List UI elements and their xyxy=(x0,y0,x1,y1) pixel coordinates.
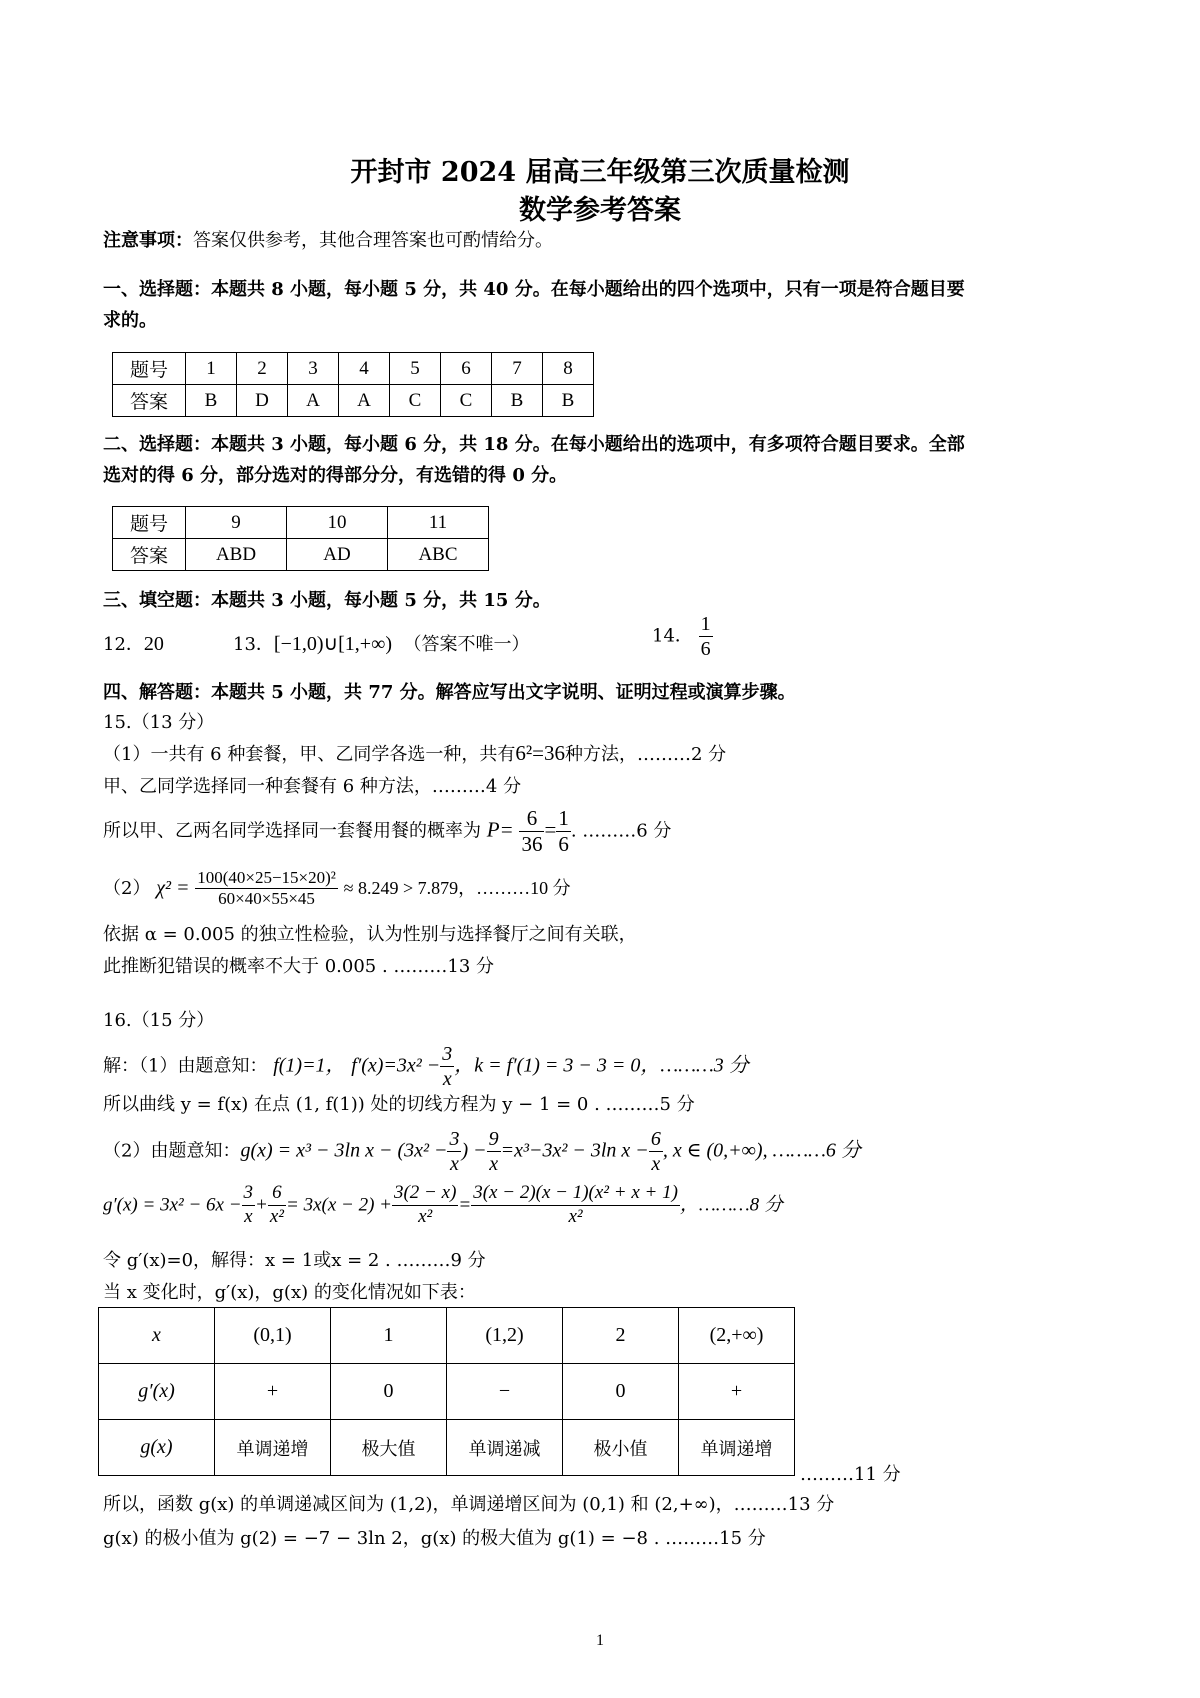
answer-cell: D xyxy=(237,385,288,417)
table-row xyxy=(113,539,489,571)
fraction xyxy=(649,1127,663,1176)
q15-line1 xyxy=(103,740,726,766)
denominator: x² xyxy=(568,1205,583,1227)
math: , x ∈ (0,+∞), ………6 分 xyxy=(662,1139,861,1162)
row-label: 答案 xyxy=(113,539,186,571)
fraction xyxy=(242,1182,256,1229)
math: ，k = f′(1) = 3 − 3 = 0，………3 分 xyxy=(454,1054,749,1077)
math: 6²=36 xyxy=(515,741,565,765)
question-number: 2 xyxy=(237,353,288,385)
table-cell: (0,1) xyxy=(215,1308,331,1364)
q12-answer: 20 xyxy=(143,633,164,655)
denominator: x xyxy=(442,1068,452,1090)
denominator: x xyxy=(244,1205,253,1227)
q13-label: 13． xyxy=(233,634,274,655)
section2-heading-line2: 选对的得 6 分，部分选对的得部分分，有选错的得 0 分。 xyxy=(103,465,568,486)
denominator: x² xyxy=(418,1205,433,1227)
table-cell: 1 xyxy=(331,1308,447,1364)
table-row xyxy=(113,385,594,417)
q13 xyxy=(233,630,529,656)
q15-line6: 此推断犯错误的概率不大于 0.005 . ………13 分 xyxy=(103,956,495,977)
section1-heading-line1: 一、选择题：本题共 8 小题，每小题 5 分，共 40 分。在每小题给出的四个选项中，只有一项是符合题目要 xyxy=(103,279,965,300)
math: = xyxy=(458,1194,472,1216)
q16-line4 xyxy=(103,1182,783,1229)
page-number: 1 xyxy=(596,1632,604,1649)
math: =x³−3x² − 3ln x − xyxy=(500,1139,649,1162)
numerator: 3 xyxy=(242,1182,256,1206)
denominator: x xyxy=(651,1153,661,1175)
question-number: 6 xyxy=(441,353,492,385)
question-number: 4 xyxy=(339,353,390,385)
answer-cell: ABD xyxy=(186,539,287,571)
q16-line8: g(x) 的极小值为 g(2) = −7 − 3ln 2，g(x) 的极大值为 g(1) = −8 . ………15 分 xyxy=(103,1528,766,1549)
q12-label: 12． xyxy=(103,634,144,655)
question-number: 7 xyxy=(492,353,543,385)
numerator: 3(2 − x) xyxy=(392,1182,458,1206)
notice-label: 注意事项： xyxy=(103,230,193,251)
denominator: 6 xyxy=(558,832,569,857)
q15-line4 xyxy=(103,868,571,910)
section3-heading: 三、填空题：本题共 3 小题，每小题 5 分，共 15 分。 xyxy=(103,590,551,611)
variation-table xyxy=(98,1307,795,1476)
math: f(1)=1， xyxy=(273,1054,346,1077)
numerator: 6 xyxy=(519,806,544,832)
fraction xyxy=(195,868,338,910)
section1-answer-table xyxy=(112,352,594,417)
q14-numerator: 1 xyxy=(700,613,711,635)
denominator: x xyxy=(450,1153,459,1175)
text: （1）一共有 6 种套餐，甲、乙同学各选一种，共有 xyxy=(103,744,516,765)
table-cell: 单调递增 xyxy=(679,1420,795,1476)
table-cell: x xyxy=(99,1308,215,1364)
table-cell: + xyxy=(679,1364,795,1420)
answer-cell: ABC xyxy=(388,539,489,571)
table-cell: g′(x) xyxy=(99,1364,215,1420)
table-cell: 单调递增 xyxy=(215,1420,331,1476)
q16-line1 xyxy=(103,1042,749,1091)
table-score: ………11 分 xyxy=(800,1464,901,1485)
table-cell: 0 xyxy=(331,1364,447,1420)
answer-cell: A xyxy=(288,385,339,417)
text: 解：（1）由题意知： xyxy=(103,1055,268,1077)
question-number: 10 xyxy=(287,507,388,539)
answer-cell: B xyxy=(186,385,237,417)
denominator: 60×40×55×45 xyxy=(218,889,315,909)
math: χ² = xyxy=(156,876,190,899)
q14-denominator: 6 xyxy=(700,638,711,660)
table-cell: g(x) xyxy=(99,1420,215,1476)
fraction xyxy=(487,1127,501,1176)
fraction xyxy=(556,806,571,857)
table-cell: (2,+∞) xyxy=(679,1308,795,1364)
text: . ………6 分 xyxy=(570,820,672,842)
text: ≈ 8.249 > 7.879，………10 分 xyxy=(343,877,571,898)
numerator: 6 xyxy=(650,1128,661,1150)
table-cell: 2 xyxy=(563,1308,679,1364)
numerator: 3 xyxy=(449,1128,460,1150)
math: f′(x)=3x² − xyxy=(351,1054,441,1077)
q16-line5: 令 g′(x)=0，解得：x = 1或x = 2 . ………9 分 xyxy=(103,1250,486,1271)
numerator: 100(40×25−15×20)² xyxy=(195,868,338,889)
fraction xyxy=(392,1182,458,1229)
q12 xyxy=(103,630,164,656)
math: g(x) = x³ − 3ln x − (3x² − xyxy=(240,1139,448,1162)
q15-header: 15.（13 分） xyxy=(103,712,215,733)
math: P= xyxy=(486,817,514,842)
table-cell: − xyxy=(447,1364,563,1420)
table-cell: 单调递减 xyxy=(447,1420,563,1476)
table-row xyxy=(113,353,594,385)
q16-header: 16.（15 分） xyxy=(103,1010,215,1031)
section4-heading: 四、解答题：本题共 5 小题，共 77 分。解答应写出文字说明、证明过程或演算步骤。 xyxy=(103,682,796,703)
answer-cell: B xyxy=(492,385,543,417)
numerator: 3(x − 2)(x − 1)(x² + x + 1) xyxy=(471,1182,680,1206)
q16-line6: 当 x 变化时，g′(x)，g(x) 的变化情况如下表： xyxy=(103,1282,476,1303)
math: ，………8 分 xyxy=(679,1194,783,1216)
q15-line5: 依据 α = 0.005 的独立性检验，认为性别与选择餐厅之间有关联， xyxy=(103,924,637,945)
section2-heading-line1: 二、选择题：本题共 3 小题，每小题 6 分，共 18 分。在每小题给出的选项中，有多项符合题目要求。全部 xyxy=(103,434,965,455)
section1-heading-line2: 求的。 xyxy=(103,310,157,331)
question-number: 9 xyxy=(186,507,287,539)
text: （2）由题意知： xyxy=(103,1140,241,1162)
fraction xyxy=(471,1182,680,1229)
row-label: 答案 xyxy=(113,385,186,417)
q14-label: 14． xyxy=(652,625,693,647)
table-row xyxy=(99,1420,795,1476)
table-cell: (1,2) xyxy=(447,1308,563,1364)
numerator: 9 xyxy=(488,1128,499,1150)
question-number: 5 xyxy=(390,353,441,385)
page-title: 开封市 2024 届高三年级第三次质量检测 xyxy=(350,157,850,188)
section2-answer-table xyxy=(112,506,489,571)
table-cell: 0 xyxy=(563,1364,679,1420)
q16-line2: 所以曲线 y = f(x) 在点 (1, f(1)) 处的切线方程为 y − 1 = 0 . ………5 分 xyxy=(103,1094,695,1115)
answer-cell: B xyxy=(543,385,594,417)
q15-line2: 甲、乙同学选择同一种套餐有 6 种方法，………4 分 xyxy=(103,776,522,797)
math: = 3x(x − 2) + xyxy=(286,1194,392,1216)
q16-line3 xyxy=(103,1127,861,1176)
math: g′(x) = 3x² − 6x − xyxy=(103,1194,242,1216)
fraction xyxy=(447,1127,461,1176)
table-cell: 极小值 xyxy=(563,1420,679,1476)
question-number: 1 xyxy=(186,353,237,385)
denominator: 36 xyxy=(521,832,543,857)
page-subtitle: 数学参考答案 xyxy=(519,195,681,226)
q13-answer: [−1,0)∪[1,+∞) xyxy=(273,633,393,655)
numerator: 1 xyxy=(556,806,571,832)
notice-text: 答案仅供参考，其他合理答案也可酌情给分。 xyxy=(193,230,553,251)
numerator: 6 xyxy=(268,1182,286,1206)
table-row xyxy=(99,1364,795,1420)
q14-fraction xyxy=(699,612,713,661)
table-cell: 极大值 xyxy=(331,1420,447,1476)
row-label: 题号 xyxy=(113,353,186,385)
text: 所以甲、乙两名同学选择同一套餐用餐的概率为 xyxy=(103,820,481,842)
text: （2） xyxy=(103,877,151,899)
q13-note: （答案不唯一） xyxy=(403,634,530,655)
notice xyxy=(103,226,553,252)
question-number: 3 xyxy=(288,353,339,385)
math: = xyxy=(544,817,557,842)
denominator: x xyxy=(489,1153,499,1175)
q15-line3 xyxy=(103,806,671,857)
numerator: 3 xyxy=(442,1043,453,1065)
answer-cell: C xyxy=(390,385,441,417)
answer-cell: C xyxy=(441,385,492,417)
fraction xyxy=(440,1042,454,1091)
fraction xyxy=(519,806,544,857)
q14 xyxy=(652,612,713,661)
math: + xyxy=(255,1194,268,1216)
row-label: 题号 xyxy=(113,507,186,539)
answer-cell: A xyxy=(339,385,390,417)
table-row xyxy=(113,507,489,539)
table-cell: + xyxy=(215,1364,331,1420)
denominator: x² xyxy=(269,1205,284,1227)
table-row xyxy=(99,1308,795,1364)
math: ) − xyxy=(461,1139,487,1162)
fraction xyxy=(268,1182,286,1229)
question-number: 11 xyxy=(388,507,489,539)
q16-line7: 所以，函数 g(x) 的单调递减区间为 (1,2)，单调递增区间为 (0,1) 和 (2,+∞)，………13 分 xyxy=(103,1494,835,1515)
answer-cell: AD xyxy=(287,539,388,571)
text: 种方法，………2 分 xyxy=(565,744,727,765)
question-number: 8 xyxy=(543,353,594,385)
